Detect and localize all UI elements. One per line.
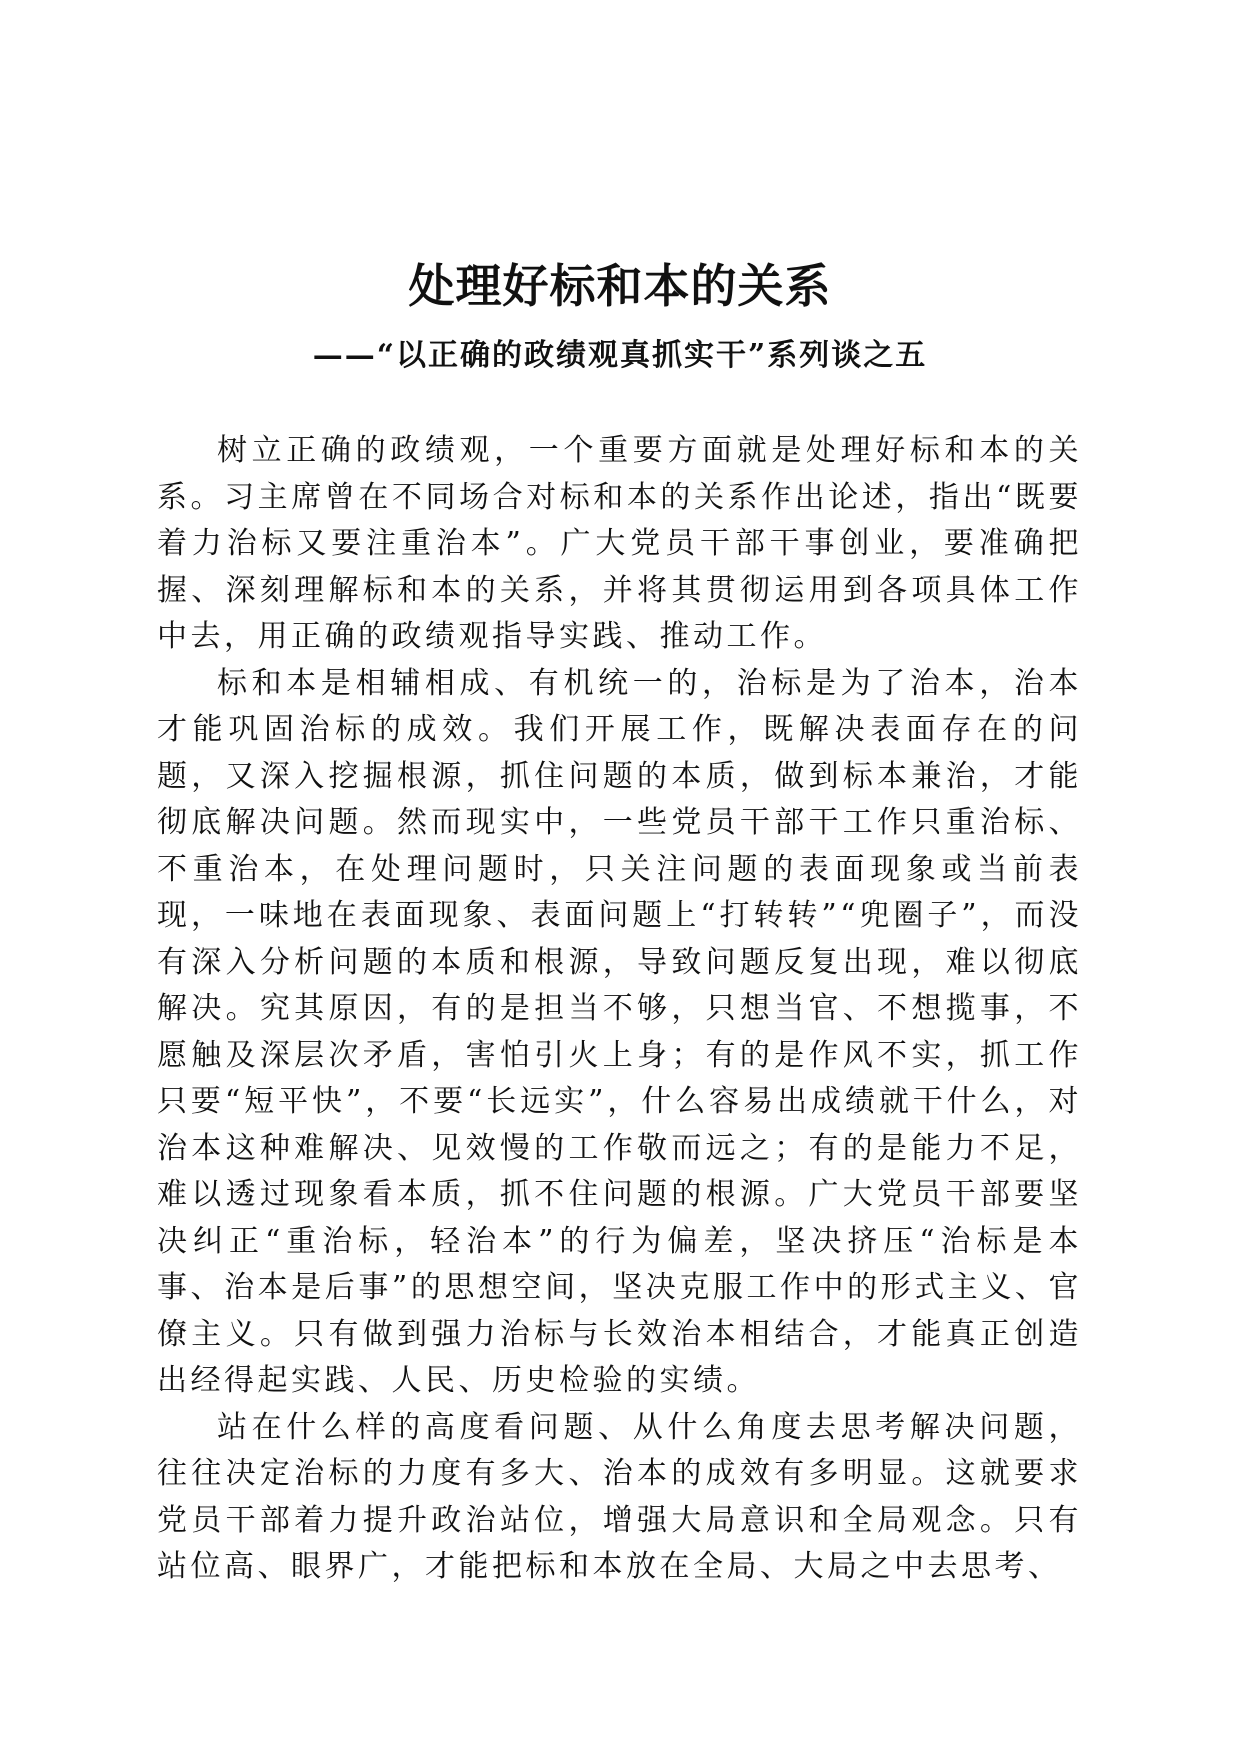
paragraph-2: 标和本是相辅相成、有机统一的，治标是为了治本，治本才能巩固治标的成效。我们开展工作，既解决表面存在的问题，又深入挖掘根源，抓住问题的本质，做到标本兼治，才能彻底解决问题。然而现实中，一些党员干部干工作只重治标、不重治本，在处理问题时，只关注问题的表面现象或当前表现，一味地在表面现象、表面问题上“打转转”“兜圈子”，而没有深入分析问题的本质和根源，导致问题反复出现，难以彻底解决。究其原因，有的是担当不够，只想当官、不想揽事，不愿触及深层次矛盾，害怕引火上身；有的是作风不实，抓工作只要“短平快”，不要“长远实”，什么容易出成绩就干什么，对治本这种难解决、见效慢的工作敬而远之；有的是能力不足，难以透过现象看本质，抓不住问题的根源。广大党员干部要坚决纠正“重治标，轻治本”的行为偏差，坚决挤压“治标是本事、治本是后事”的思想空间，坚决克服工作中的形式主义、官僚主义。只有做到强力治标与长效治本相结合，才能真正创造出经得起实践、人民、历史检验的实绩。 <box>157 665 1082 1398</box>
document-subtitle: ——“以正确的政绩观真抓实干”系列谈之五 <box>312 338 928 373</box>
document-body <box>157 428 1082 1591</box>
paragraph-1: 树立正确的政绩观，一个重要方面就是处理好标和本的关系。习主席曾在不同场合对标和本的关系作出论述，指出“既要着力治标又要注重治本”。广大党员干部干事创业，要准确把握、深刻理解标和本的关系，并将其贯彻运用到各项具体工作中去，用正确的政绩观指导实践、推动工作。 <box>157 433 1082 654</box>
document-title: 处理好标和本的关系 <box>408 259 832 313</box>
paragraph-3: 站在什么样的高度看问题、从什么角度去思考解决问题，往往决定治标的力度有多大、治本的成效有多明显。这就要求党员干部着力提升政治站位，增强大局意识和全局观念。只有站位高、眼界广，才能把标和本放在全局、大局之中去思考、 <box>157 1409 1082 1584</box>
